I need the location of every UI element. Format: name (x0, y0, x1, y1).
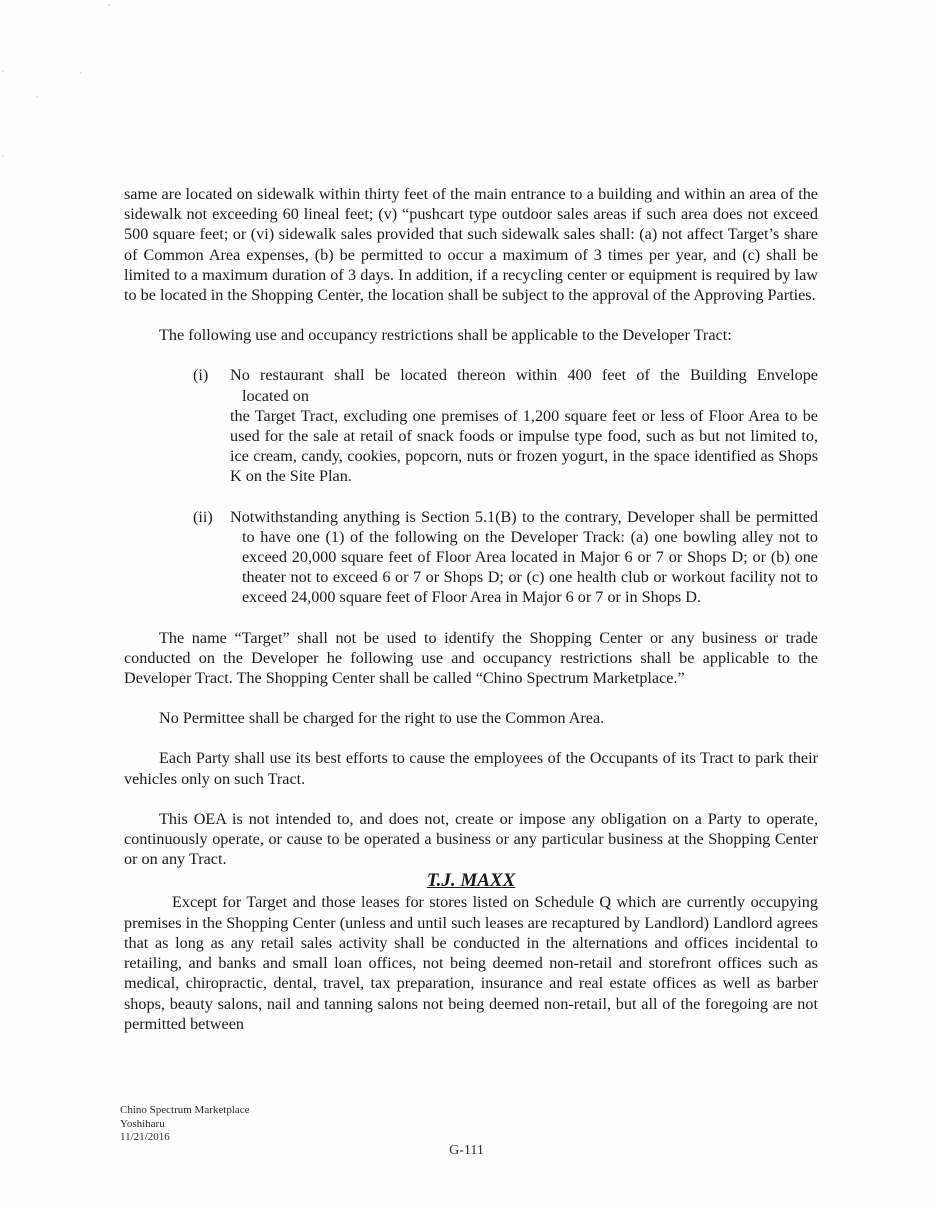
list-item-line: located on (242, 386, 309, 405)
paragraph-permittee: No Permittee shall be charged for the right to use the Common Area. (159, 709, 605, 728)
list-item-text: the Target Tract, excluding one premises of 1,200 square feet or less of Floor Area to be used for the sale at retail of snack foods or impulse type food, such as but not limited to, ice cream, candy, cookies, popcorn, nuts or frozen yogurt, in the space identified as Shops K on the Site Plan. (230, 406, 818, 486)
scan-speck (2, 70, 4, 72)
list-number: (ii) (193, 507, 213, 526)
footer-author: Yoshiharu (120, 1117, 165, 1130)
footer-date: 11/21/2016 (120, 1131, 170, 1143)
list-item-ii (124, 507, 818, 608)
section-heading: T.J. MAXX (426, 870, 516, 892)
list-item-text: Notwithstanding anything is Section 5.1(B) to the contrary, Developer shall be permitted to have one (1) of the following on the Developer Track: (a) one bowling alley not to exceed 20,000 square feet of Floor Area located in Major 6 or 7 or Shops D; or (b) one theater not to exceed 6 or 7 or Shops D; or (c) one health club or workout facility not to exceed 24,000 square feet of Floor Area in Major 6 or 7 or in Shops D. (230, 507, 818, 607)
footer-project-name: Chino Spectrum Marketplace (120, 1104, 250, 1116)
paragraph-tj-maxx: Except for Target and those leases for stores listed on Schedule Q which are currently occupying premises in the Shopping Center (unless and until such leases are recaptured by Landlord) Landlord agrees that as long as any retail sales activity shall be conducted in the alternations and offices incidental to retailing, and banks and small loan offices, not being deemed non-retail and storefront offices such as medical, chiropractic, dental, travel, tax preparation, insurance and real estate offices as well as barber shops, beauty salons, nail and tanning salons not being deemed non-retail, but all of the foregoing are not permitted between (124, 893, 818, 1033)
scan-speck (108, 4, 110, 6)
paragraph-sidewalk-sales: same are located on sidewalk within thirty feet of the main entrance to a building and within an area of the sidewalk not exceeding 60 lineal feet; (v) “pushcart type outdoor sales areas if such area does not exceed 500 square feet; or (vi) sidewalk sales provided that such sidewalk sales shall: (a) not affect Target’s share of Common Area expenses, (b) be permitted to occur a maximum of 3 times per year, and (c) shall be limited to a maximum duration of 3 days. In addition, if a recycling center or equipment is required by law to be located in the Shopping Center, the location shall be subject to the approval of the Approving Parties. (124, 185, 818, 305)
scan-speck (2, 155, 4, 157)
main-body (124, 184, 818, 1034)
footer-info (120, 1104, 250, 1145)
list-item-line: No restaurant shall be located thereon within 400 feet of the Building Envelope (230, 366, 818, 385)
paragraph-target-name: The name “Target” shall not be used to identify the Shopping Center or any business or trade conducted on the Developer he following use and occupancy restrictions shall be applicable to the Developer Tract. The Shopping Center shall be called “Chino Spectrum Marketplace.” (124, 628, 818, 688)
scan-speck (36, 96, 38, 98)
paragraph-employee-parking: Each Party shall use its best efforts to cause the employees of the Occupants of its Tract to park their vehicles only on such Tract. (124, 749, 818, 788)
scan-speck (80, 72, 82, 74)
paragraph-oea-obligation: This OEA is not intended to, and does not, create or impose any obligation on a Party to operate, continuously operate, or cause to be operated a business or any particular business at the Shopping Center or on any Tract. (124, 809, 818, 869)
paragraph-use-restrictions-intro: The following use and occupancy restrictions shall be applicable to the Developer Tract: (159, 326, 732, 345)
list-number: (i) (193, 366, 209, 385)
list-item-i (124, 365, 818, 486)
page-number: G-111 (449, 1143, 484, 1158)
